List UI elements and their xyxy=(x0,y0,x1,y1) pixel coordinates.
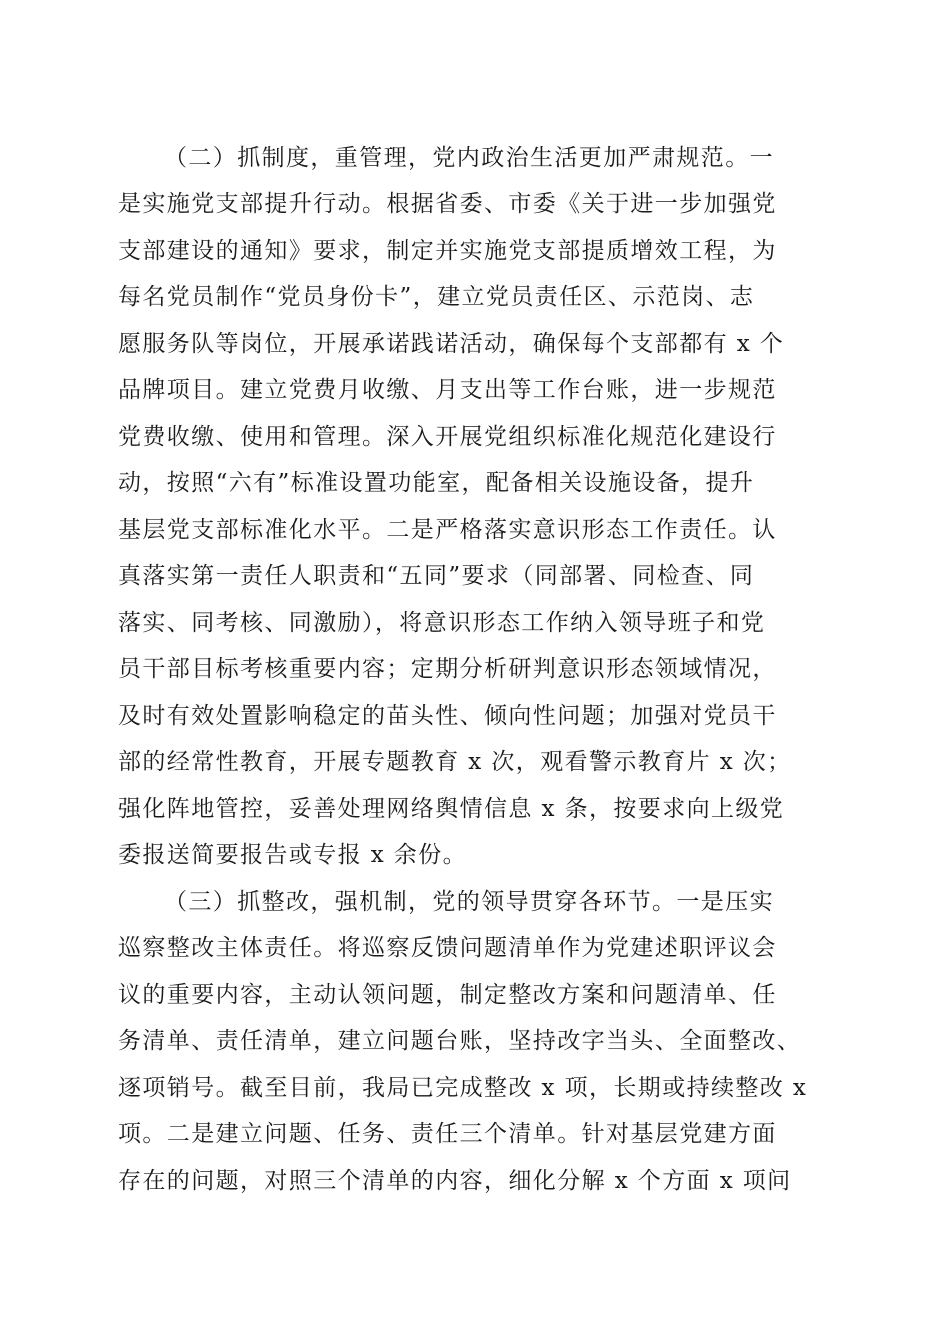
text-line: 员干部目标考核重要内容；定期分析研判意识形态领域情况， xyxy=(118,656,777,682)
text-line: 委报送简要报告或专报 x 余份。 xyxy=(118,842,467,868)
text-line: 巡察整改主体责任。将巡察反馈问题清单作为党建述职评议会 xyxy=(118,935,777,961)
text-line: 存在的问题，对照三个清单的内容，细化分解 x 个方面 x 项问 xyxy=(118,1168,792,1194)
text-line: 党费收缴、使用和管理。深入开展党组织标准化规范化建设行 xyxy=(118,424,777,450)
text-line: 动，按照“六有”标准设置功能室，配备相关设施设备，提升 xyxy=(118,470,755,496)
text-line: 强化阵地管控，妥善处理网络舆情信息 x 条，按要求向上级党 xyxy=(118,796,785,822)
text-line: 支部建设的通知》要求，制定并实施党支部提质增效工程，为 xyxy=(118,238,777,264)
text-line: 落实、同考核、同激励），将意识形态工作纳入领导班子和党 xyxy=(118,610,766,636)
text-line: 部的经常性教育，开展专题教育 x 次，观看警示教育片 x 次； xyxy=(118,749,792,775)
text-line: 基层党支部标准化水平。二是严格落实意识形态工作责任。认 xyxy=(118,517,777,543)
text-line: 是实施党支部提升行动。根据省委、市委《关于进一步加强党 xyxy=(118,191,777,217)
paragraph-3-heading-line: （三）抓整改，强机制，党的领导贯穿各环节。一是压实 xyxy=(164,889,774,915)
text-line: 真落实第一责任人职责和“五同”要求（同部署、同检查、同 xyxy=(118,563,755,589)
paragraph-2-heading-line: （二）抓制度，重管理，党内政治生活更加严肃规范。一 xyxy=(164,145,774,171)
text-line: 愿服务队等岗位，开展承诺践诺活动，确保每个支部都有 x 个 xyxy=(118,331,785,357)
text-line: 逐项销号。截至目前，我局已完成整改 x 项，长期或持续整改 x xyxy=(118,1075,808,1101)
text-line: 项。二是建立问题、任务、责任三个清单。针对基层党建方面 xyxy=(118,1121,777,1147)
text-line: 及时有效处置影响稳定的苗头性、倾向性问题；加强对党员干 xyxy=(118,703,777,729)
text-line: 品牌项目。建立党费月收缴、月支出等工作台账，进一步规范 xyxy=(118,377,777,403)
text-line: 议的重要内容，主动认领问题，制定整改方案和问题清单、任 xyxy=(118,982,777,1008)
text-line: 务清单、责任清单，建立问题台账，坚持改字当头、全面整改、 xyxy=(118,1028,802,1054)
text-line: 每名党员制作“党员身份卡”，建立党员责任区、示范岗、志 xyxy=(118,284,755,310)
